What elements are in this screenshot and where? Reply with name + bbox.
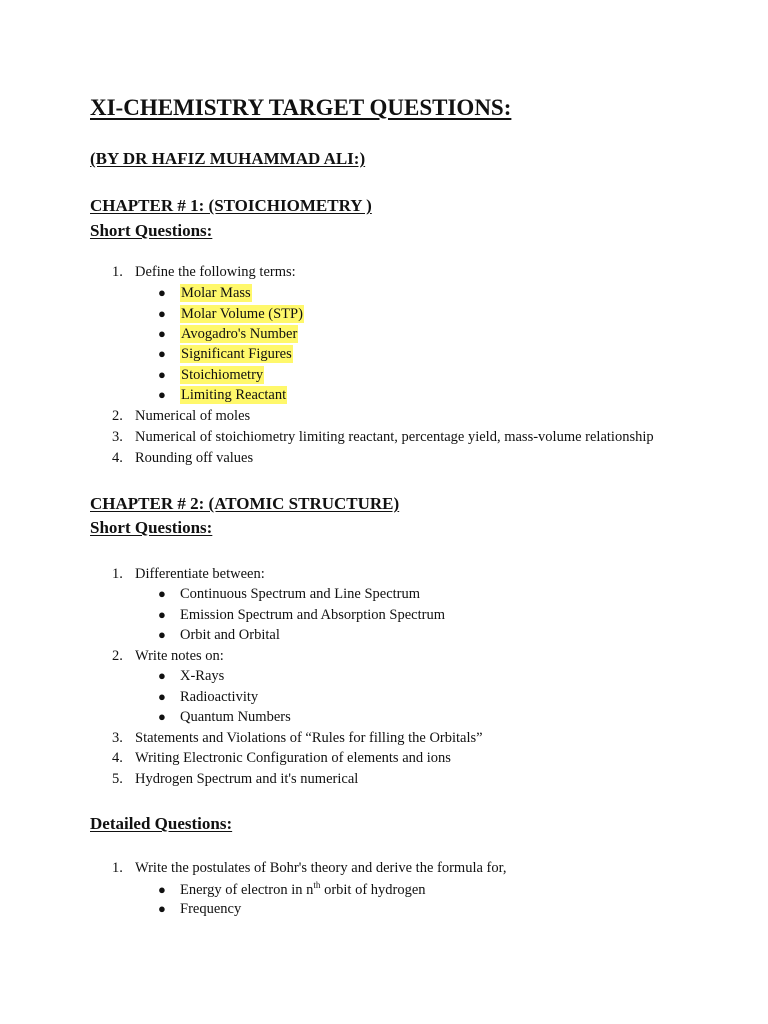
list-number: 1. [112,566,123,582]
list-text: Differentiate between: [135,566,265,582]
highlighted-term: Molar Volume (STP) [181,306,303,322]
bullet-icon: ● [158,306,166,321]
list-text: Rounding off values [135,450,254,466]
bullet-text: Energy of electron in n [180,881,314,898]
bullet-icon: ● [158,346,166,361]
bullet-text: Quantum Numbers [180,709,291,725]
list-item [112,750,451,767]
list-text: Write the postulates of Bohr's theory and derive the formula for, [135,860,507,876]
list-number: 3. [112,429,123,445]
bullet-text: X-Rays [180,668,225,684]
chapter-2-heading: CHAPTER # 2: (ATOMIC STRUCTURE) [90,494,400,513]
bullet-item [158,346,293,363]
list-item [112,648,224,665]
list-item [112,264,296,281]
bullet-item [158,367,264,384]
bullet-icon: ● [158,586,166,601]
bullet-icon: ● [158,607,166,622]
highlighted-term: Significant Figures [181,346,292,362]
bullet-icon: ● [158,387,166,402]
bullet-icon: ● [158,901,166,916]
bullet-icon: ● [158,689,166,704]
list-text: Numerical of moles [135,408,251,424]
detailed-questions-heading: Detailed Questions: [90,814,233,833]
bullet-item [158,586,420,603]
highlighted-term: Avogadro's Number [181,326,298,342]
list-number: 1. [112,860,123,876]
bullet-icon: ● [158,709,166,724]
bullet-text: Emission Spectrum and Absorption Spectrum [180,607,446,623]
list-text: Writing Electronic Configuration of elements and ions [135,750,451,766]
list-number: 2. [112,408,123,424]
list-item [112,771,358,788]
bullet-item [158,880,426,899]
document-title: XI-CHEMISTRY TARGET QUESTIONS: [90,95,512,120]
highlighted-term: Molar Mass [181,285,251,301]
bullet-text: Radioactivity [180,689,259,705]
list-item [112,566,265,583]
superscript: th [313,880,321,890]
bullet-icon: ● [158,881,166,897]
list-item [112,429,654,446]
bullet-icon: ● [158,285,166,300]
list-item [112,450,253,467]
list-text: Write notes on: [135,648,224,664]
bullet-item [158,607,445,624]
list-text: Define the following terms: [135,264,296,280]
list-text: Hydrogen Spectrum and it's numerical [135,771,359,787]
bullet-item [158,668,224,685]
list-number: 2. [112,648,123,664]
bullet-icon: ● [158,627,166,642]
list-item [112,730,483,747]
bullet-item [158,709,291,726]
chapter-1-short-questions-heading: Short Questions: [90,221,213,240]
bullet-icon: ● [158,326,166,341]
list-item [112,860,507,877]
bullet-item [158,306,304,323]
bullet-icon: ● [158,668,166,683]
list-number: 5. [112,771,123,787]
bullet-text: Frequency [180,901,242,917]
author-line: (BY DR HAFIZ MUHAMMAD ALI:) [90,149,366,168]
list-number: 1. [112,264,123,280]
list-number: 4. [112,450,123,466]
list-text: Numerical of stoichiometry limiting reactant, percentage yield, mass-volume relationship [135,429,654,445]
bullet-text: Continuous Spectrum and Line Spectrum [180,586,421,602]
bullet-item [158,285,252,302]
chapter-2-short-questions-heading: Short Questions: [90,518,213,537]
bullet-text-suffix: orbit of hydrogen [320,881,426,898]
bullet-item [158,326,298,343]
highlighted-term: Stoichiometry [181,367,264,383]
list-number: 3. [112,730,123,746]
bullet-item [158,387,287,404]
bullet-text: Orbit and Orbital [180,627,280,643]
bullet-item [158,901,241,918]
chapter-1-heading: CHAPTER # 1: (STOICHIOMETRY ) [90,196,372,215]
bullet-icon: ● [158,367,166,382]
highlighted-term: Limiting Reactant [181,387,287,403]
list-text: Statements and Violations of “Rules for filling the Orbitals” [135,730,483,746]
bullet-item [158,689,258,706]
bullet-item [158,627,280,644]
list-number: 4. [112,750,123,766]
list-item [112,408,250,425]
